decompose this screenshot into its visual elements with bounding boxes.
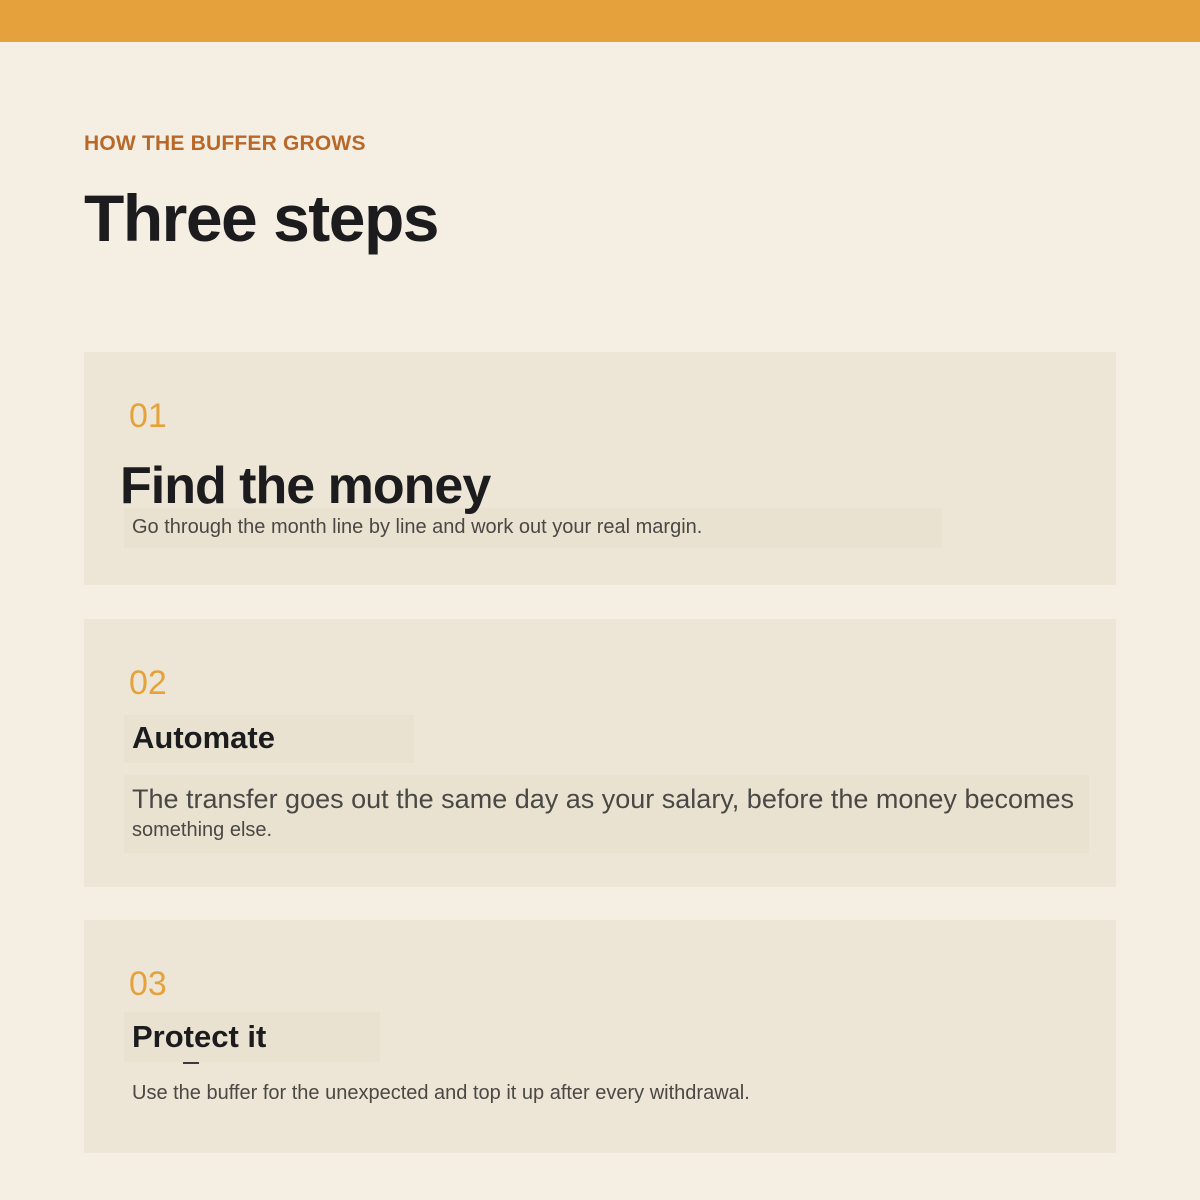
- step-number: 03: [129, 965, 167, 1003]
- step-description-line-1: The transfer goes out the same day as your salary, before the money becomes: [132, 784, 1074, 814]
- step-card-1: [84, 352, 1116, 585]
- step-description-line-2: something else.: [132, 819, 273, 841]
- text-caret-mark: [183, 1062, 199, 1064]
- step-description: Use the buffer for the unexpected and top it up after every withdrawal.: [132, 1082, 750, 1104]
- step-number: 02: [129, 664, 167, 702]
- step-card-3: [84, 920, 1116, 1153]
- top-accent-bar: [0, 0, 1200, 42]
- step-title: Protect it: [132, 1019, 267, 1054]
- page-title: Three steps: [84, 181, 438, 255]
- step-title: Automate: [132, 720, 275, 755]
- section-eyebrow: HOW THE BUFFER GROWS: [84, 132, 366, 155]
- step-card-2: [84, 619, 1116, 887]
- step-title: Find the money: [120, 457, 491, 515]
- step-number: 01: [129, 397, 167, 435]
- step-description: [132, 781, 1074, 843]
- step-description: Go through the month line by line and work out your real margin.: [132, 516, 703, 538]
